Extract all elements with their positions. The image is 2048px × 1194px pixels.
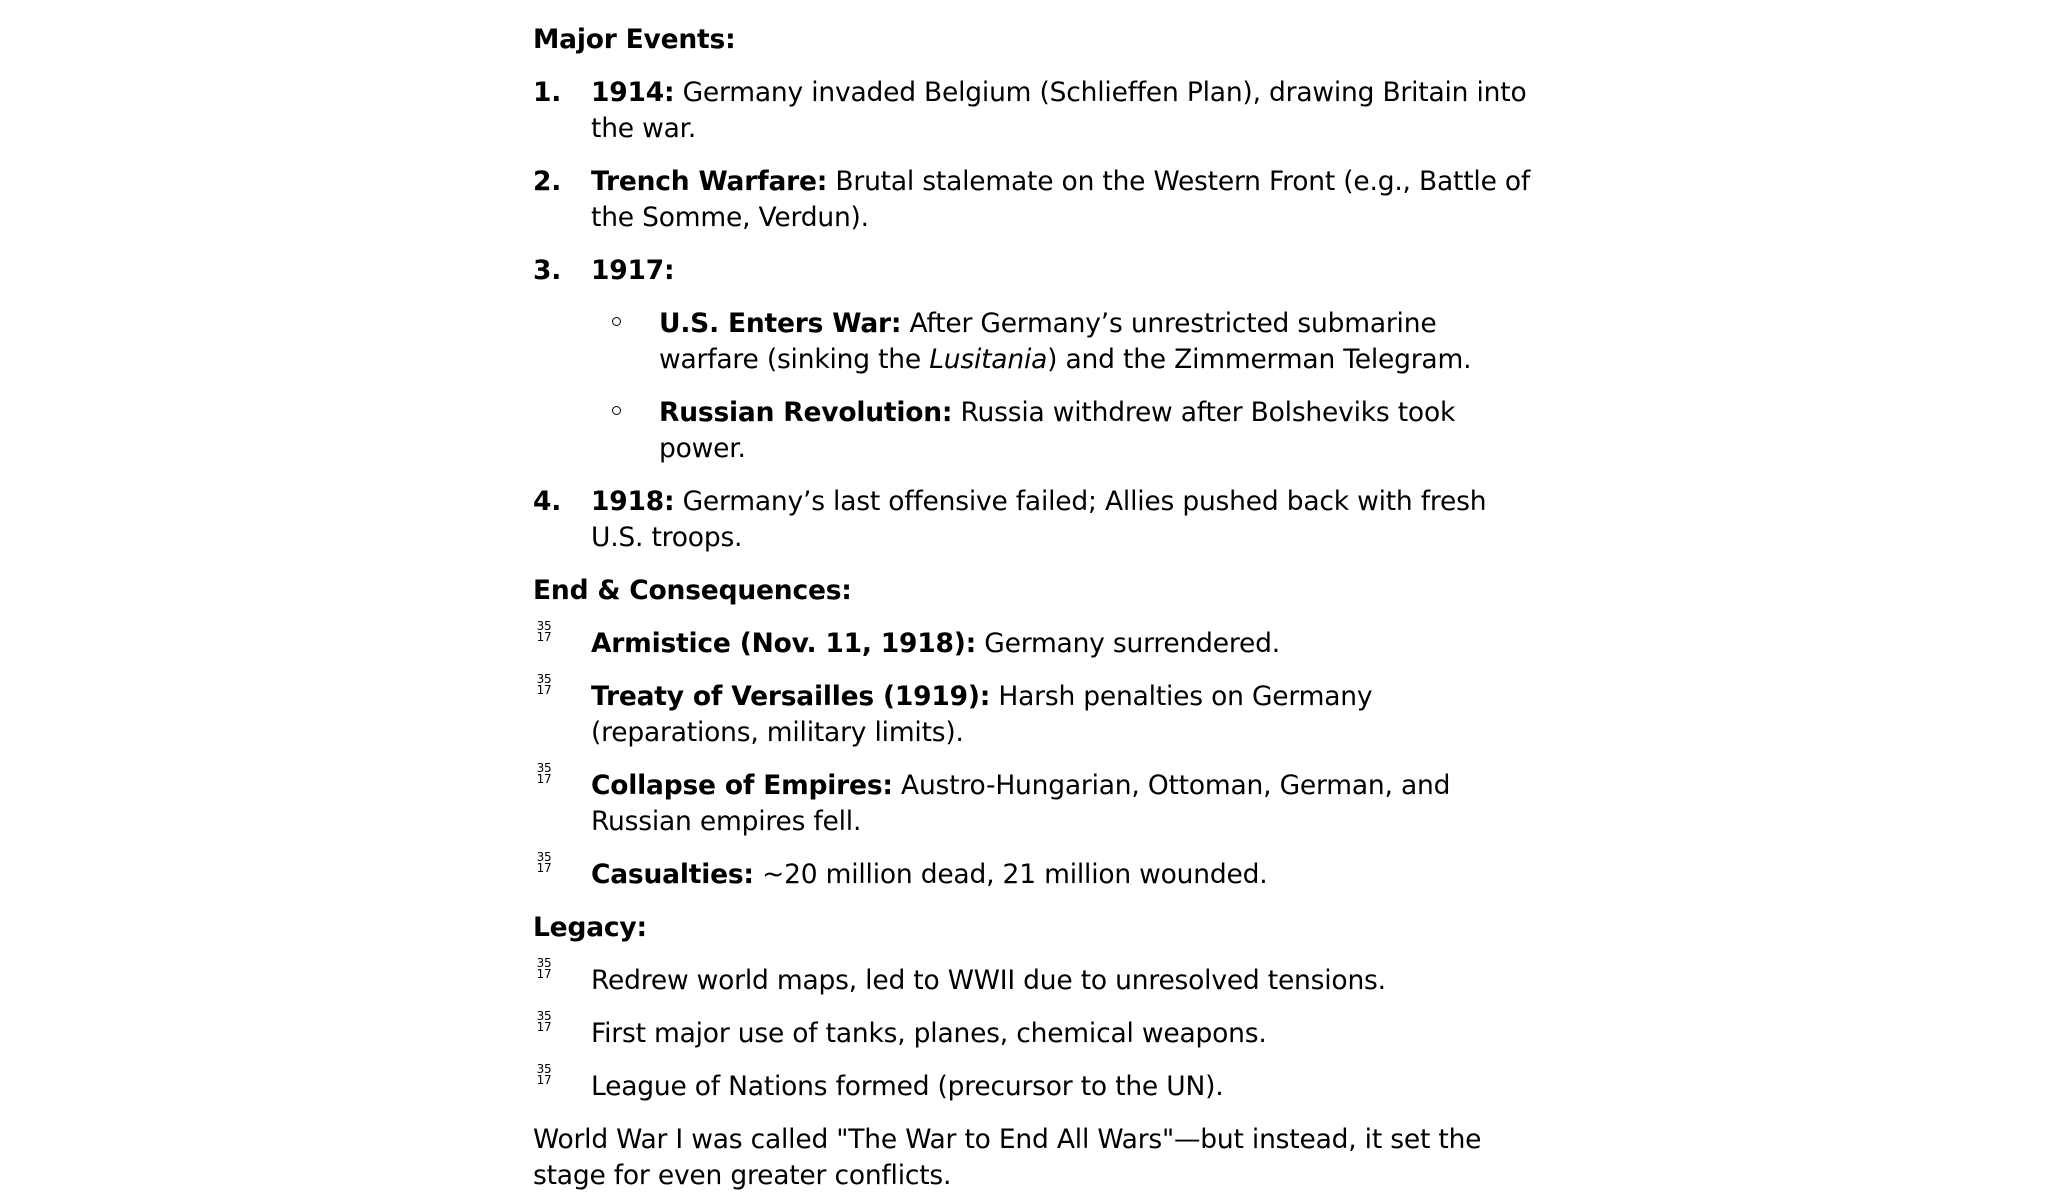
legacy-text: League of Nations formed (precursor to the UN).	[591, 1071, 1224, 1102]
consequence-item-treaty	[533, 672, 1533, 751]
event-label: 1918:	[591, 486, 675, 517]
legacy-text: First major use of tanks, planes, chemical weapons.	[591, 1018, 1267, 1049]
major-events-heading: Major Events:	[533, 24, 736, 55]
sub-item-us-enters-war	[533, 306, 1533, 378]
consequence-label: Casualties:	[591, 859, 754, 890]
sub-item-text: Russia withdrew after Bolsheviks took power.	[659, 397, 1456, 464]
event-label: 1914:	[591, 77, 675, 108]
fraction-bullet-icon: 35 17	[536, 672, 552, 697]
consequence-label: Collapse of Empires:	[591, 770, 893, 801]
legacy-heading: Legacy:	[533, 912, 647, 943]
list-number: 3.	[533, 255, 562, 286]
event-item-1914	[533, 75, 1533, 147]
sub-item-label: U.S. Enters War:	[659, 308, 902, 339]
list-number: 4.	[533, 486, 562, 517]
legacy-text: Redrew world maps, led to WWII due to unresolved tensions.	[591, 965, 1386, 996]
end-consequences-heading: End & Consequences:	[533, 575, 852, 606]
list-number: 2.	[533, 166, 562, 197]
event-item-1918	[533, 484, 1533, 556]
legacy-item	[533, 1009, 1533, 1052]
consequence-text: Austro-Hungarian, Ottoman, German, and Russian empires fell.	[591, 770, 1451, 837]
fraction-bullet-icon: 35 17	[536, 1009, 552, 1034]
event-text: Germany invaded Belgium (Schlieffen Plan), drawing Britain into the war.	[591, 77, 1527, 144]
fraction-bullet-icon: 35 17	[536, 956, 552, 981]
legacy-item	[533, 1062, 1533, 1105]
consequence-text: ~20 million dead, 21 million wounded.	[753, 859, 1268, 890]
consequence-item-casualties	[533, 850, 1533, 893]
fraction-bullet-icon: 35 17	[536, 761, 552, 786]
consequence-label: Treaty of Versailles (1919):	[591, 681, 991, 712]
event-label: 1917:	[591, 255, 675, 286]
consequence-label: Armistice (Nov. 11, 1918):	[591, 628, 977, 659]
sub-item-label: Russian Revolution:	[659, 397, 953, 428]
fraction-bullet-icon: 35 17	[536, 619, 552, 644]
document-body	[533, 22, 1533, 1194]
ship-name: Lusitania	[929, 344, 1048, 375]
consequence-text: Harsh penalties on Germany (reparations, military limits).	[591, 681, 1373, 748]
fraction-bullet-icon: 35 17	[536, 1062, 552, 1087]
list-number: 1.	[533, 77, 562, 108]
consequence-item-empires	[533, 761, 1533, 840]
sub-item-text: After Germany’s unrestricted submarine warfare (sinking the	[659, 308, 1437, 375]
consequence-item-armistice	[533, 619, 1533, 662]
fraction-bullet-icon: 35 17	[536, 850, 552, 875]
event-item-trench-warfare	[533, 164, 1533, 236]
hollow-circle-bullet-icon	[612, 317, 621, 326]
sub-item-text: ) and the Zimmerman Telegram.	[1047, 344, 1472, 375]
sub-item-russian-revolution	[533, 395, 1533, 467]
event-label: Trench Warfare:	[591, 166, 828, 197]
consequence-text: Germany surrendered.	[976, 628, 1280, 659]
legacy-item	[533, 956, 1533, 999]
event-item-1917	[533, 253, 1533, 289]
event-text: Germany’s last offensive failed; Allies pushed back with fresh U.S. troops.	[591, 486, 1487, 553]
closing-paragraph: World War I was called "The War to End All Wars"—but instead, it set the stage for even greater conflicts.	[533, 1124, 1482, 1191]
event-text: Brutal stalemate on the Western Front (e.g., Battle of the Somme, Verdun).	[591, 166, 1531, 233]
hollow-circle-bullet-icon	[612, 406, 621, 415]
